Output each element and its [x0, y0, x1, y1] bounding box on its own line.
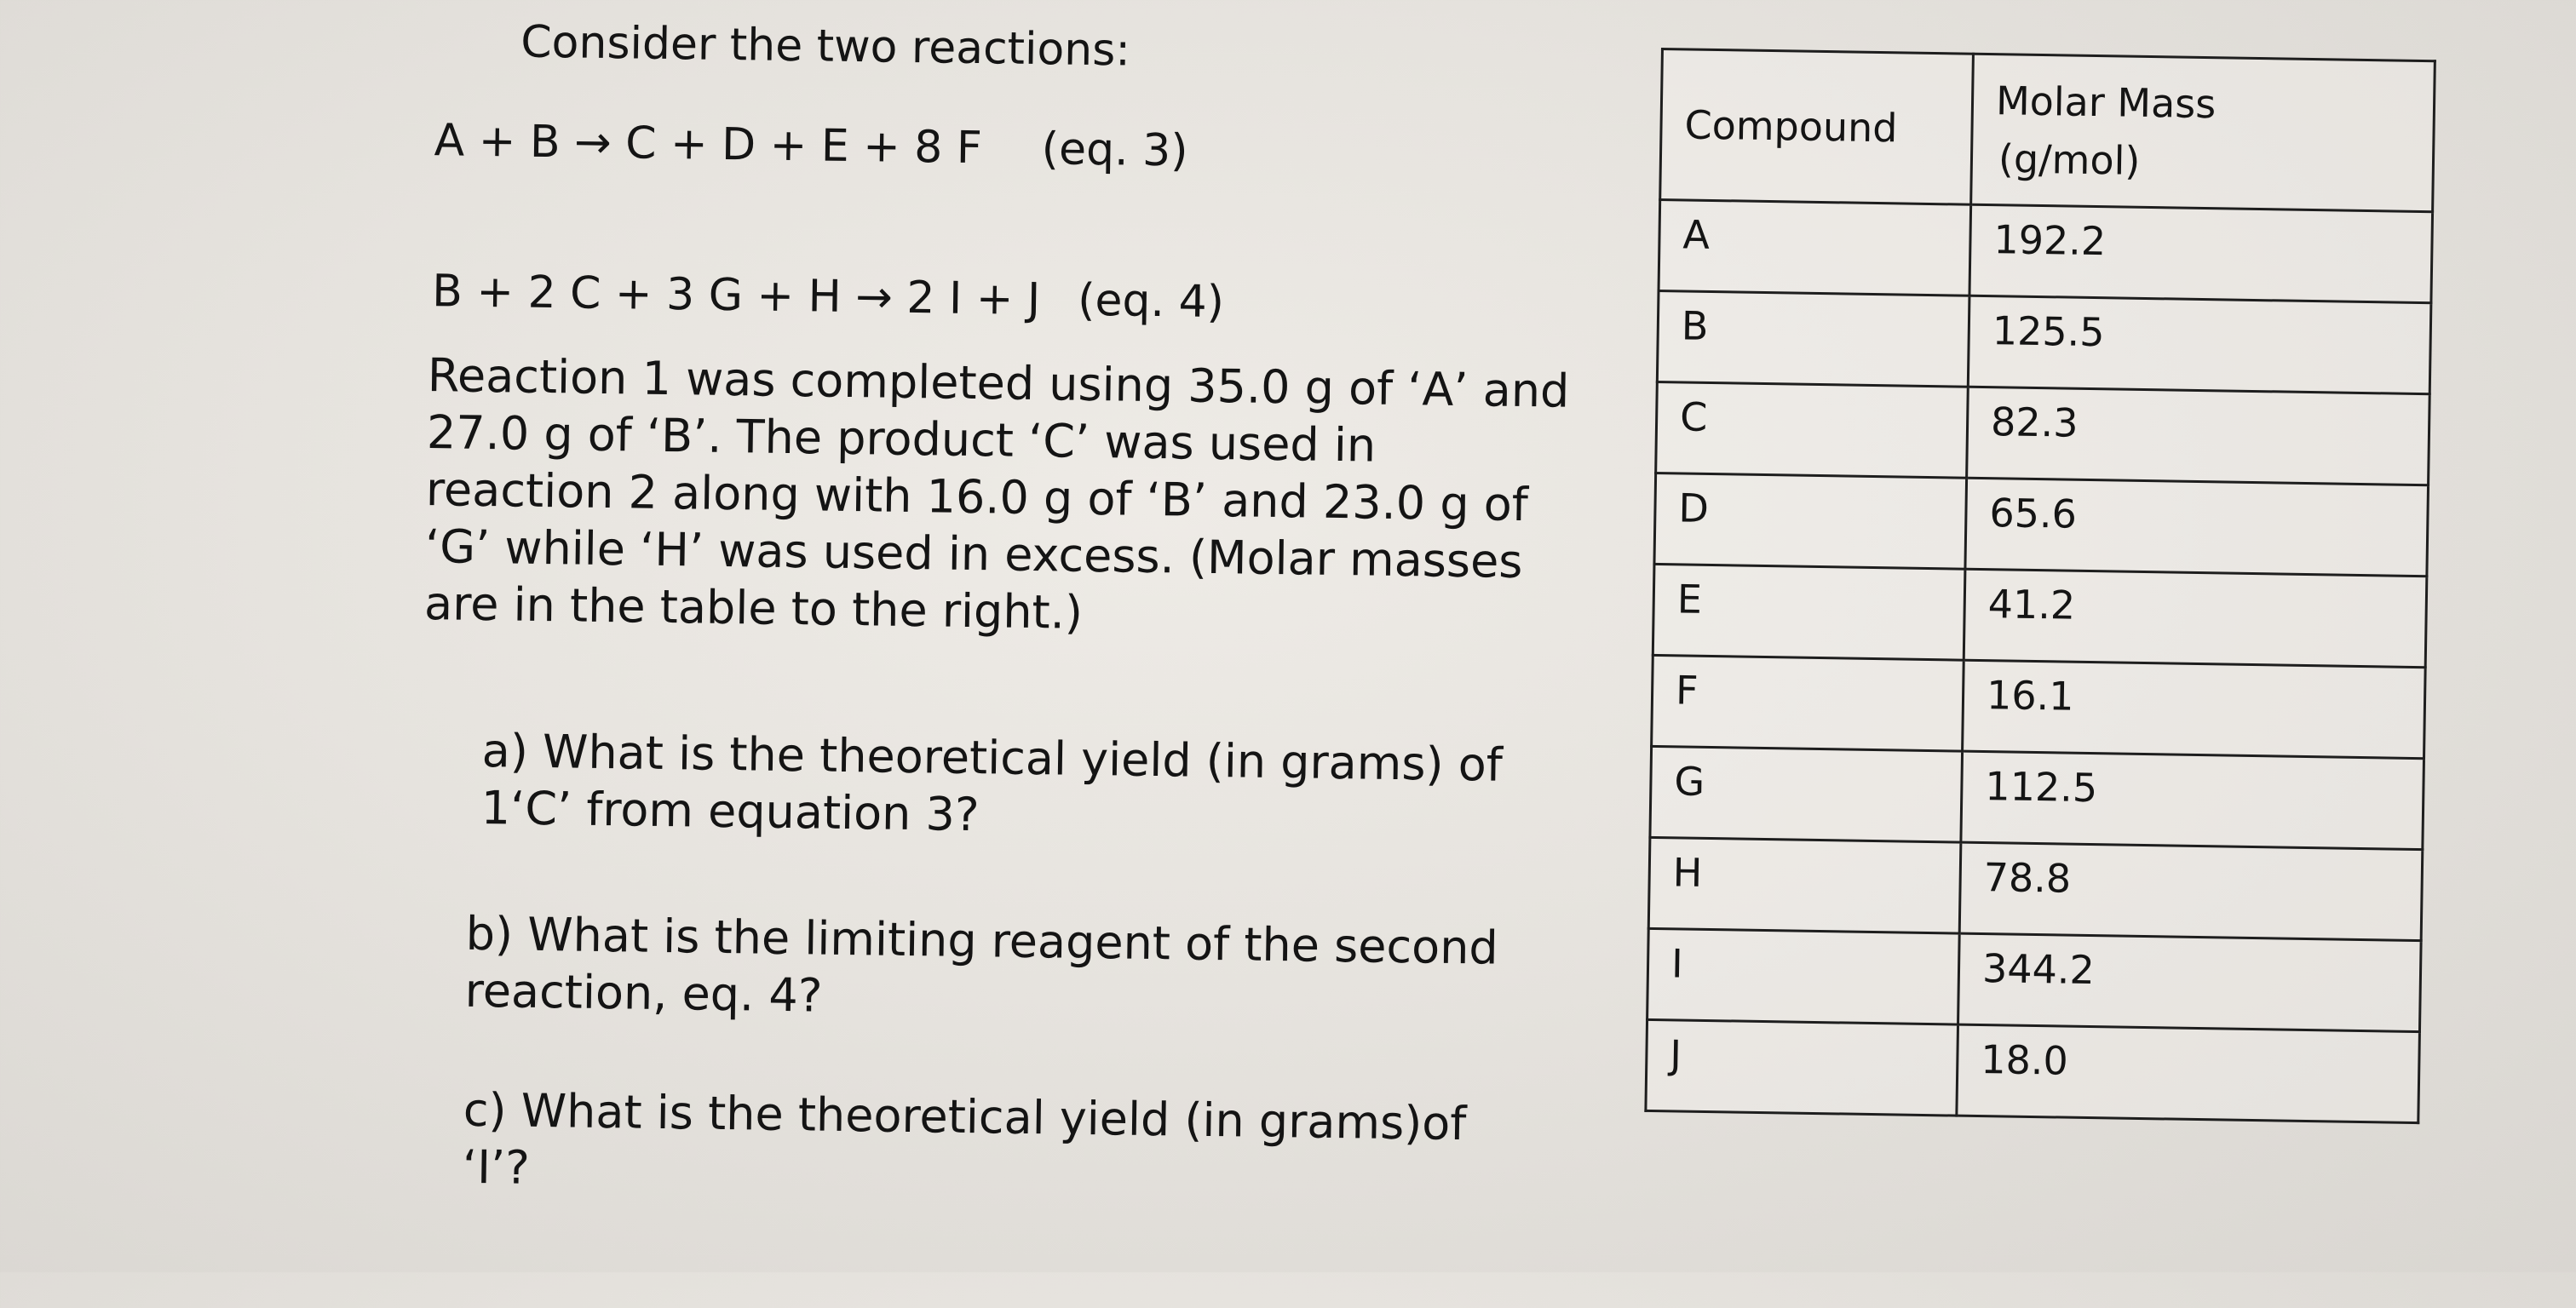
- molar-mass-cell: 192.2: [1969, 204, 2433, 303]
- equation-4-tag: (eq. 4): [1077, 274, 1225, 329]
- question-c-line: ‘I’?: [462, 1139, 531, 1195]
- table-row: [1647, 928, 2422, 1031]
- molar-mass-cell: 65.6: [1965, 478, 2429, 577]
- compound-cell: B: [1657, 290, 1969, 387]
- equation-4-reaction: B + 2 C + 3 G + H → 2 I + J: [431, 266, 1041, 326]
- table-row: [1652, 655, 2426, 758]
- molar-mass-cell: 82.3: [1967, 387, 2430, 485]
- table-row: [1659, 200, 2433, 303]
- molar-mass-cell: 125.5: [1968, 295, 2431, 394]
- molar-mass-cell: 41.2: [1964, 569, 2427, 668]
- molar-mass-cell: 18.0: [1957, 1024, 2420, 1123]
- question-b-line: b) What is the limiting reagent of the second: [465, 906, 1499, 975]
- reaction-description: [424, 347, 1689, 650]
- compound-cell: D: [1654, 473, 1967, 569]
- compound-cell: F: [1652, 655, 1964, 751]
- equation-3-reaction: A + B → C + D + E + 8 F: [434, 115, 983, 175]
- question-c-line: c) What is the theoretical yield (in grams)of: [463, 1082, 1467, 1151]
- molar-mass-cell: 78.8: [1959, 842, 2423, 941]
- compound-cell: H: [1648, 837, 1961, 933]
- table-header-row: [1660, 49, 2435, 212]
- table-row: [1653, 564, 2427, 667]
- table-row: [1657, 290, 2431, 393]
- compound-cell: C: [1656, 382, 1969, 478]
- molar-mass-cell: 112.5: [1961, 751, 2424, 850]
- reaction-description-line: 27.0 g of ‘B’. The product ‘C’ was used in: [426, 405, 1377, 473]
- compound-cell: E: [1653, 564, 1965, 660]
- reaction-description-line: are in the table to the right.): [423, 577, 1084, 640]
- compound-cell: J: [1646, 1019, 1958, 1116]
- question-a-line: 1‘C’ from equation 3?: [480, 780, 980, 842]
- equation-4: [432, 266, 1225, 328]
- reaction-description-line: reaction 2 along with 16.0 g of ‘B’ and 23.0 g of: [425, 462, 1529, 532]
- question-a-line: a) What is the theoretical yield (in grams) of: [481, 723, 1504, 792]
- molar-mass-table: [1644, 48, 2436, 1124]
- question-b: [464, 905, 1498, 1034]
- molar-mass-cell: 16.1: [1963, 660, 2426, 759]
- intro-heading: Consider the two reactions:: [520, 16, 1131, 77]
- molar-mass-header-label: Molar Mass: [1995, 77, 2217, 128]
- equation-3-tag: (eq. 3): [1041, 123, 1188, 177]
- molar-mass-header-unit: (g/mol): [1998, 135, 2141, 184]
- equation-3: [434, 115, 1188, 176]
- compound-column-header: Compound: [1660, 49, 1974, 205]
- molar-mass-table-wrapper: [1644, 48, 2436, 1124]
- reaction-description-line: ‘G’ while ‘H’ was used in excess. (Molar masses: [424, 519, 1523, 589]
- compound-cell: I: [1647, 928, 1960, 1024]
- reaction-description-line: Reaction 1 was completed using 35.0 g of ‘A’ and: [427, 348, 1570, 418]
- molar-mass-cell: 344.2: [1958, 933, 2422, 1032]
- molar-mass-column-header: [1971, 54, 2435, 211]
- table-row: [1648, 837, 2423, 940]
- table-row: [1650, 746, 2424, 849]
- table-row: [1656, 382, 2430, 485]
- compound-cell: G: [1650, 746, 1963, 842]
- question-b-line: reaction, eq. 4?: [464, 963, 823, 1023]
- question-c: [462, 1081, 1466, 1209]
- question-a: [480, 722, 1503, 851]
- table-row: [1654, 473, 2429, 576]
- table-row: [1646, 1019, 2420, 1122]
- compound-cell: A: [1659, 200, 1971, 296]
